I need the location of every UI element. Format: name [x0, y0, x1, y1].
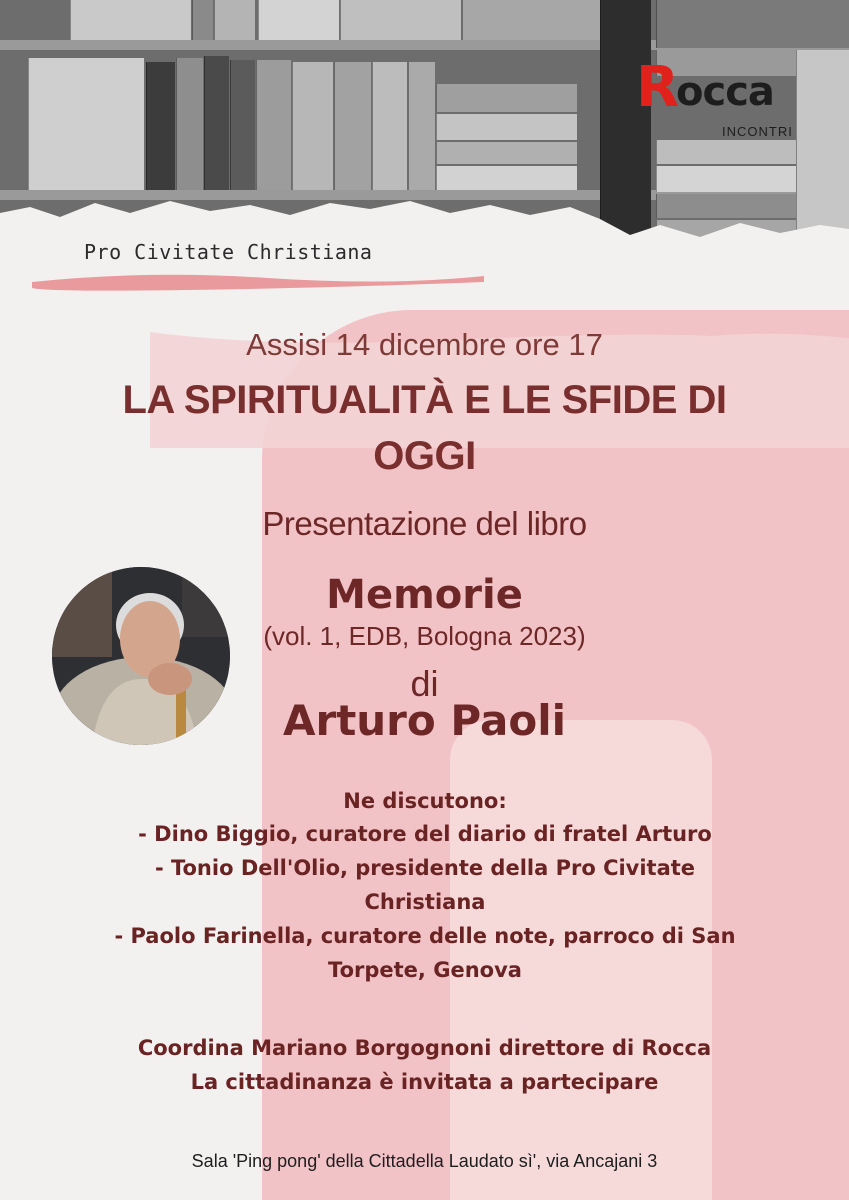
rocca-incontri-logo — [636, 55, 816, 150]
pink-underline-stroke — [28, 266, 488, 292]
discussant-line: Christiana — [364, 890, 486, 914]
author-name: Arturo Paoli — [282, 696, 567, 745]
presentation-label: Presentazione del libro — [262, 505, 587, 542]
coordinator-line: Coordina Mariano Borgognoni direttore di Rocca — [137, 1036, 712, 1060]
discussant-line: - Dino Biggio, curatore del diario di fratel Arturo — [138, 822, 712, 846]
event-title-line-2: OGGI — [373, 434, 476, 478]
book-info: (vol. 1, EDB, Bologna 2023) — [263, 621, 586, 651]
venue-line: Sala 'Ping pong' della Cittadella Laudato sì', via Ancajani 3 — [191, 1151, 658, 1171]
discussant-line: - Paolo Farinella, curatore delle note, parroco di San — [114, 924, 736, 948]
author-photo — [52, 567, 230, 745]
closing-block — [0, 1031, 849, 1099]
book-title: Memorie — [326, 572, 523, 618]
organization-name: Pro Civitate Christiana — [84, 240, 373, 264]
logo-letter-r: R — [636, 55, 680, 120]
discussant-line: - Tonio Dell'Olio, presidente della Pro Civitate — [154, 856, 696, 880]
discussant-line: Torpete, Genova — [328, 958, 522, 982]
discussants-heading: Ne discutono: — [343, 789, 507, 813]
event-title — [0, 372, 849, 484]
discussants-list — [30, 817, 820, 987]
event-title-line-1: LA SPIRITUALITÀ E LE SFIDE DI — [122, 378, 727, 422]
event-date: Assisi 14 dicembre ore 17 — [246, 327, 603, 362]
logo-subtitle: INCONTRI — [722, 124, 793, 139]
logo-wordmark: occa — [676, 69, 774, 115]
by-label: di — [410, 663, 439, 704]
invitation-line: La cittadinanza è invitata a partecipare — [190, 1070, 659, 1094]
